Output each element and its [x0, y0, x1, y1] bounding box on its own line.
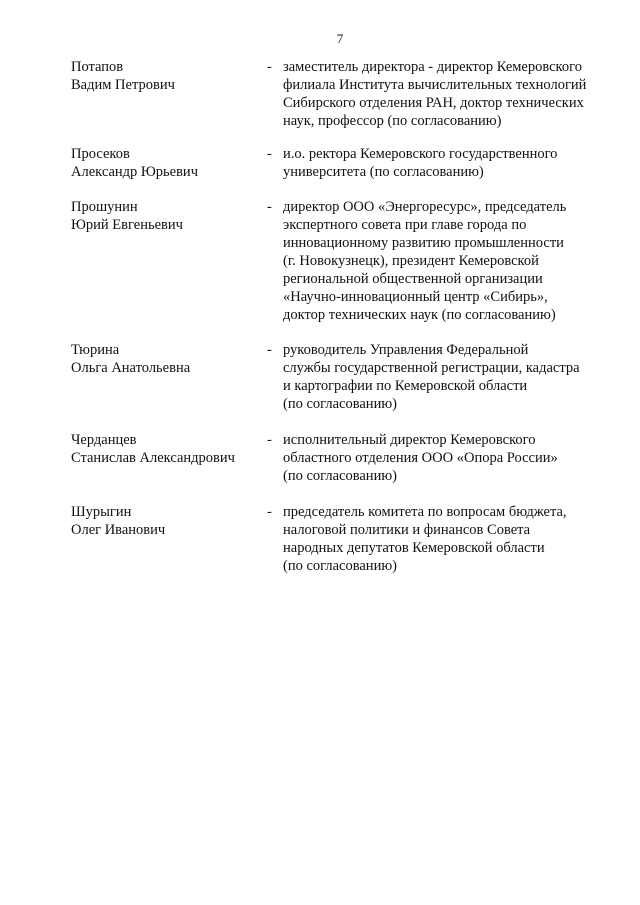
member-role [283, 145, 613, 181]
dash-separator: - [267, 504, 272, 520]
role-line: филиала Института вычислительных технологий [283, 77, 587, 93]
member-surname: Просеков [71, 146, 130, 162]
dash-separator: - [267, 342, 272, 358]
role-line: региональной общественной организации [283, 271, 543, 287]
role-line: (г. Новокузнецк), президент Кемеровской [283, 253, 539, 269]
role-line: исполнительный директор Кемеровского [283, 432, 536, 448]
dash-separator: - [267, 59, 272, 75]
role-line: налоговой политики и финансов Совета [283, 522, 531, 538]
role-line: «Научно-инновационный центр «Сибирь», [283, 289, 548, 305]
member-role [283, 341, 613, 413]
member-surname: Шурыгин [71, 504, 132, 520]
dash-separator: - [267, 199, 272, 215]
role-line: инновационному развитию промышленности [283, 235, 564, 251]
member-given-names: Юрий Евгеньевич [71, 217, 183, 233]
member-given-names: Александр Юрьевич [71, 164, 198, 180]
member-role [283, 431, 613, 485]
member-role [283, 198, 613, 324]
member-given-names: Олег Иванович [71, 522, 166, 538]
member-surname: Потапов [71, 59, 124, 75]
page-number: 7 [336, 31, 344, 46]
member-role [283, 58, 613, 130]
role-line: университета (по согласованию) [283, 164, 484, 180]
role-line: и картографии по Кемеровской области [283, 378, 528, 394]
member-given-names: Станислав Александрович [71, 450, 235, 466]
role-line: наук, профессор (по согласованию) [283, 113, 502, 129]
member-name [71, 431, 267, 467]
role-line: директор ООО «Энергоресурс», председатель [283, 199, 567, 215]
role-line: Сибирского отделения РАН, доктор технических [283, 95, 584, 111]
role-line: председатель комитета по вопросам бюджета, [283, 504, 567, 520]
list-item [71, 503, 611, 575]
role-line: службы государственной регистрации, кадастра [283, 360, 580, 376]
role-line: народных депутатов Кемеровской области [283, 540, 545, 556]
member-name [71, 341, 267, 377]
role-line: (по согласованию) [283, 396, 397, 412]
list-item [71, 198, 611, 324]
role-line: экспертного совета при главе города по [283, 217, 527, 233]
role-line: и.о. ректора Кемеровского государственного [283, 146, 558, 162]
member-surname: Прошунин [71, 199, 138, 215]
role-line: заместитель директора - директор Кемеровского [283, 59, 582, 75]
role-line: областного отделения ООО «Опора России» [283, 450, 558, 466]
role-line: доктор технических наук (по согласованию) [283, 307, 556, 323]
list-item [71, 145, 611, 181]
role-line: (по согласованию) [283, 558, 397, 574]
dash-separator: - [267, 146, 272, 162]
member-name [71, 503, 267, 539]
list-item [71, 431, 611, 485]
member-surname: Черданцев [71, 432, 137, 448]
role-line: (по согласованию) [283, 468, 397, 484]
member-given-names: Ольга Анатольевна [71, 360, 191, 376]
list-item [71, 58, 611, 130]
member-given-names: Вадим Петрович [71, 77, 175, 93]
role-line: руководитель Управления Федеральной [283, 342, 529, 358]
member-name [71, 145, 267, 181]
member-name [71, 198, 267, 234]
member-surname: Тюрина [71, 342, 120, 358]
member-name [71, 58, 267, 94]
list-item [71, 341, 611, 413]
member-list [71, 58, 611, 593]
dash-separator: - [267, 432, 272, 448]
member-role [283, 503, 613, 575]
